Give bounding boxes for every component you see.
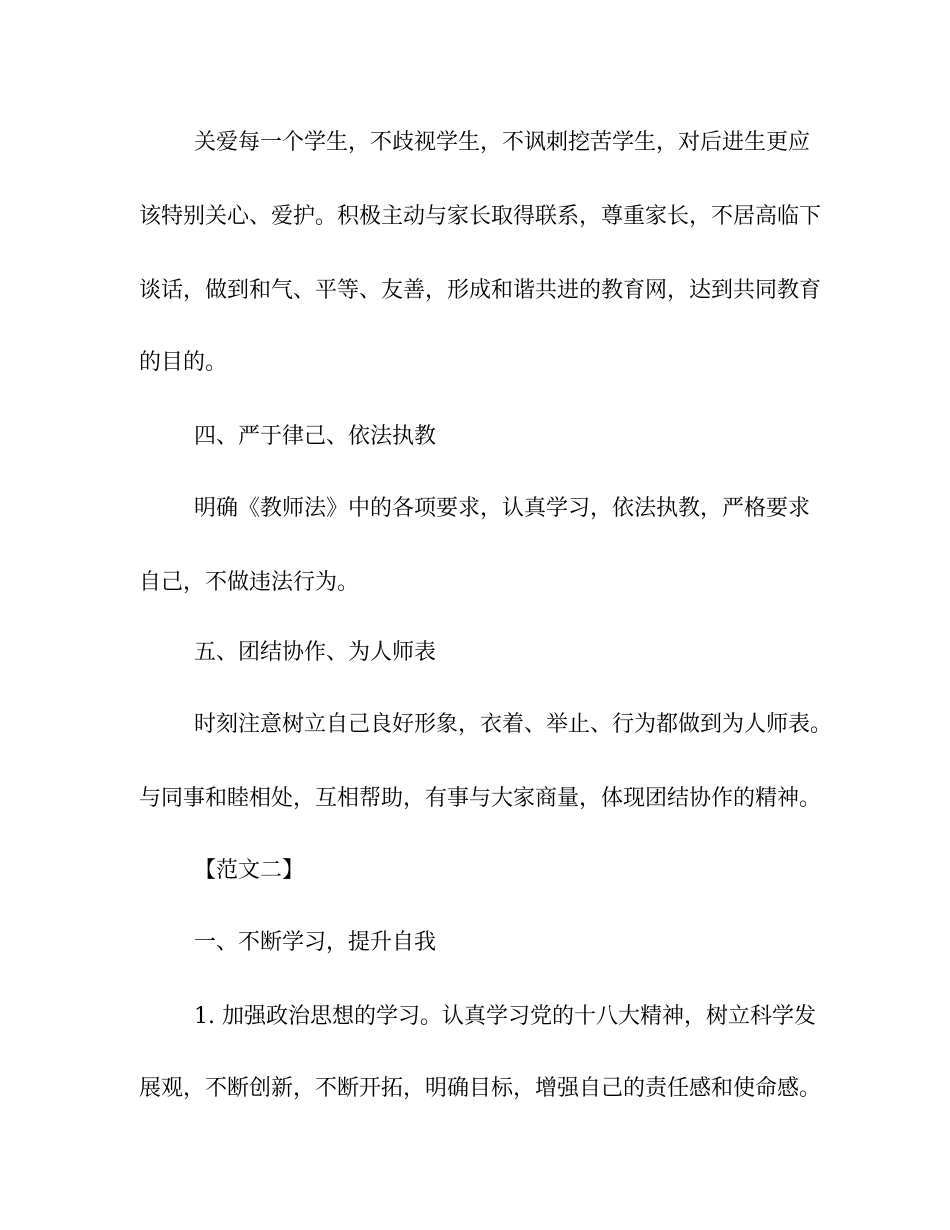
sample-title: 【范文二】 bbox=[194, 858, 305, 883]
paragraph-line: 展观，不断创新，不断开拓，明确目标，增强自己的责任感和使命感。 bbox=[139, 1076, 822, 1101]
paragraph-line: 该特别关心、爱护。积极主动与家长取得联系，尊重家长，不居高临下 bbox=[139, 204, 822, 229]
paragraph-line: 的目的。 bbox=[139, 350, 228, 375]
paragraph-line: 1. 加强政治思想的学习。认真学习党的十八大精神，树立科学发 bbox=[194, 1004, 816, 1029]
section-heading: 四、严于律己、依法执教 bbox=[194, 424, 437, 449]
paragraph-line: 谈话，做到和气、平等、友善，形成和谐共进的教育网，达到共同教育 bbox=[139, 278, 822, 303]
paragraph-line: 与同事和睦相处，互相帮助，有事与大家商量，体现团结协作的精神。 bbox=[139, 786, 822, 811]
section-heading: 一、不断学习，提升自我 bbox=[194, 930, 437, 955]
paragraph-line: 明确《教师法》中的各项要求，认真学习，依法执教，严格要求 bbox=[194, 496, 811, 521]
paragraph-line: 时刻注意树立自己良好形象，衣着、举止、行为都做到为人师表。 bbox=[194, 712, 833, 737]
section-heading: 五、团结协作、为人师表 bbox=[194, 640, 437, 665]
paragraph-line: 关爱每一个学生，不歧视学生，不讽刺挖苦学生，对后进生更应 bbox=[194, 130, 811, 155]
paragraph-line: 自己，不做违法行为。 bbox=[139, 570, 360, 595]
